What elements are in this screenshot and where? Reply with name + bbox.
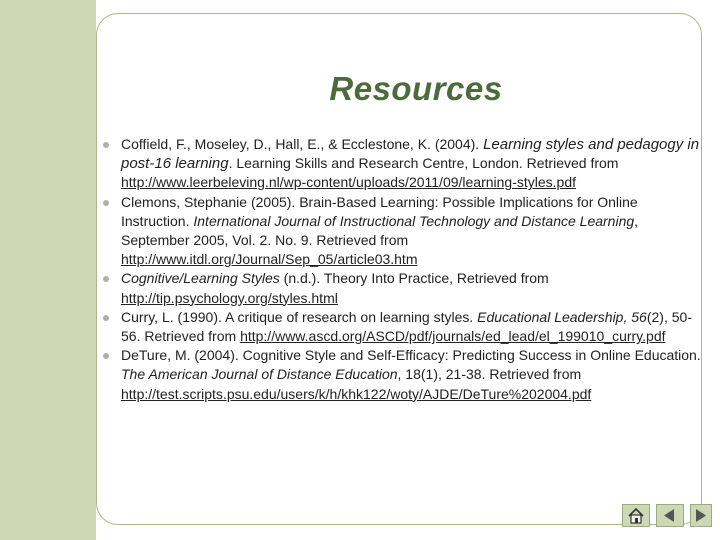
reference-text: (n.d.). Theory Into Practice, Retrieved from — [279, 270, 549, 287]
bullet-icon — [103, 315, 109, 321]
bullet-icon — [103, 353, 109, 359]
reference-title: Cognitive/Learning Styles — [121, 270, 280, 287]
next-icon — [691, 505, 711, 526]
reference-item — [103, 193, 703, 270]
reference-title: The American Journal of Distance Education — [121, 366, 398, 383]
bullet-icon — [103, 142, 109, 148]
previous-icon — [657, 505, 683, 526]
reference-text: Curry, L. (1990). A critique of research on learning styles. — [121, 308, 478, 325]
bullet-icon — [103, 200, 109, 206]
reference-link[interactable]: http://www.ascd.org/ASCD/pdf/journals/ed_lead/el_199010_curry.pdf — [240, 328, 666, 345]
reference-title: International Journal of Instructional Technology and Distance Learning — [193, 212, 635, 229]
reference-text: Clemons, Stephanie (2005). Brain-Based Learning: Possible Implications for Online Instruction. — [121, 193, 638, 229]
reference-text: , September 2005, Vol. 2. No. 9. Retrieved from — [121, 212, 639, 249]
side-band — [0, 0, 96, 540]
reference-item — [103, 269, 703, 307]
reference-link[interactable]: http://www.itdl.org/Journal/Sep_05/article03.htm — [121, 251, 418, 268]
reference-text: DeTure, M. (2004). Cognitive Style and Self-Efficacy: Predicting Success in Online Education. — [121, 347, 701, 364]
bullet-icon — [103, 276, 109, 282]
reference-list — [103, 135, 703, 404]
reference-item — [103, 346, 703, 404]
reference-text: , 18(1), 21-38. Retrieved from — [397, 366, 582, 383]
reference-item — [103, 135, 703, 193]
home-button[interactable] — [622, 504, 650, 527]
reference-link[interactable]: http://www.leerbeleving.nl/wp-content/uploads/2011/09/learning-styles.pdf — [121, 174, 577, 191]
reference-text: Coffield, F., Moseley, D., Hall, E., & Ecclestone, K. (2004). — [121, 136, 484, 152]
reference-item — [103, 308, 703, 346]
reference-link[interactable]: http://tip.psychology.org/styles.html — [121, 289, 338, 306]
previous-button[interactable] — [656, 504, 684, 527]
reference-text: . Learning Skills and Research Centre, London. Retrieved from — [228, 155, 619, 172]
next-button[interactable] — [690, 504, 712, 527]
reference-title: Educational Leadership, 56 — [477, 308, 647, 325]
reference-text: (2), 50-56. Retrieved from — [121, 308, 692, 345]
slide-title: Resources — [329, 70, 503, 107]
reference-link[interactable]: http://test.scripts.psu.edu/users/k/h/khk122/woty/AJDE/DeTure%202004.pdf — [121, 385, 592, 402]
reference-title: Learning styles and pedagogy in post-16 learning — [121, 136, 700, 173]
home-icon — [623, 505, 649, 526]
